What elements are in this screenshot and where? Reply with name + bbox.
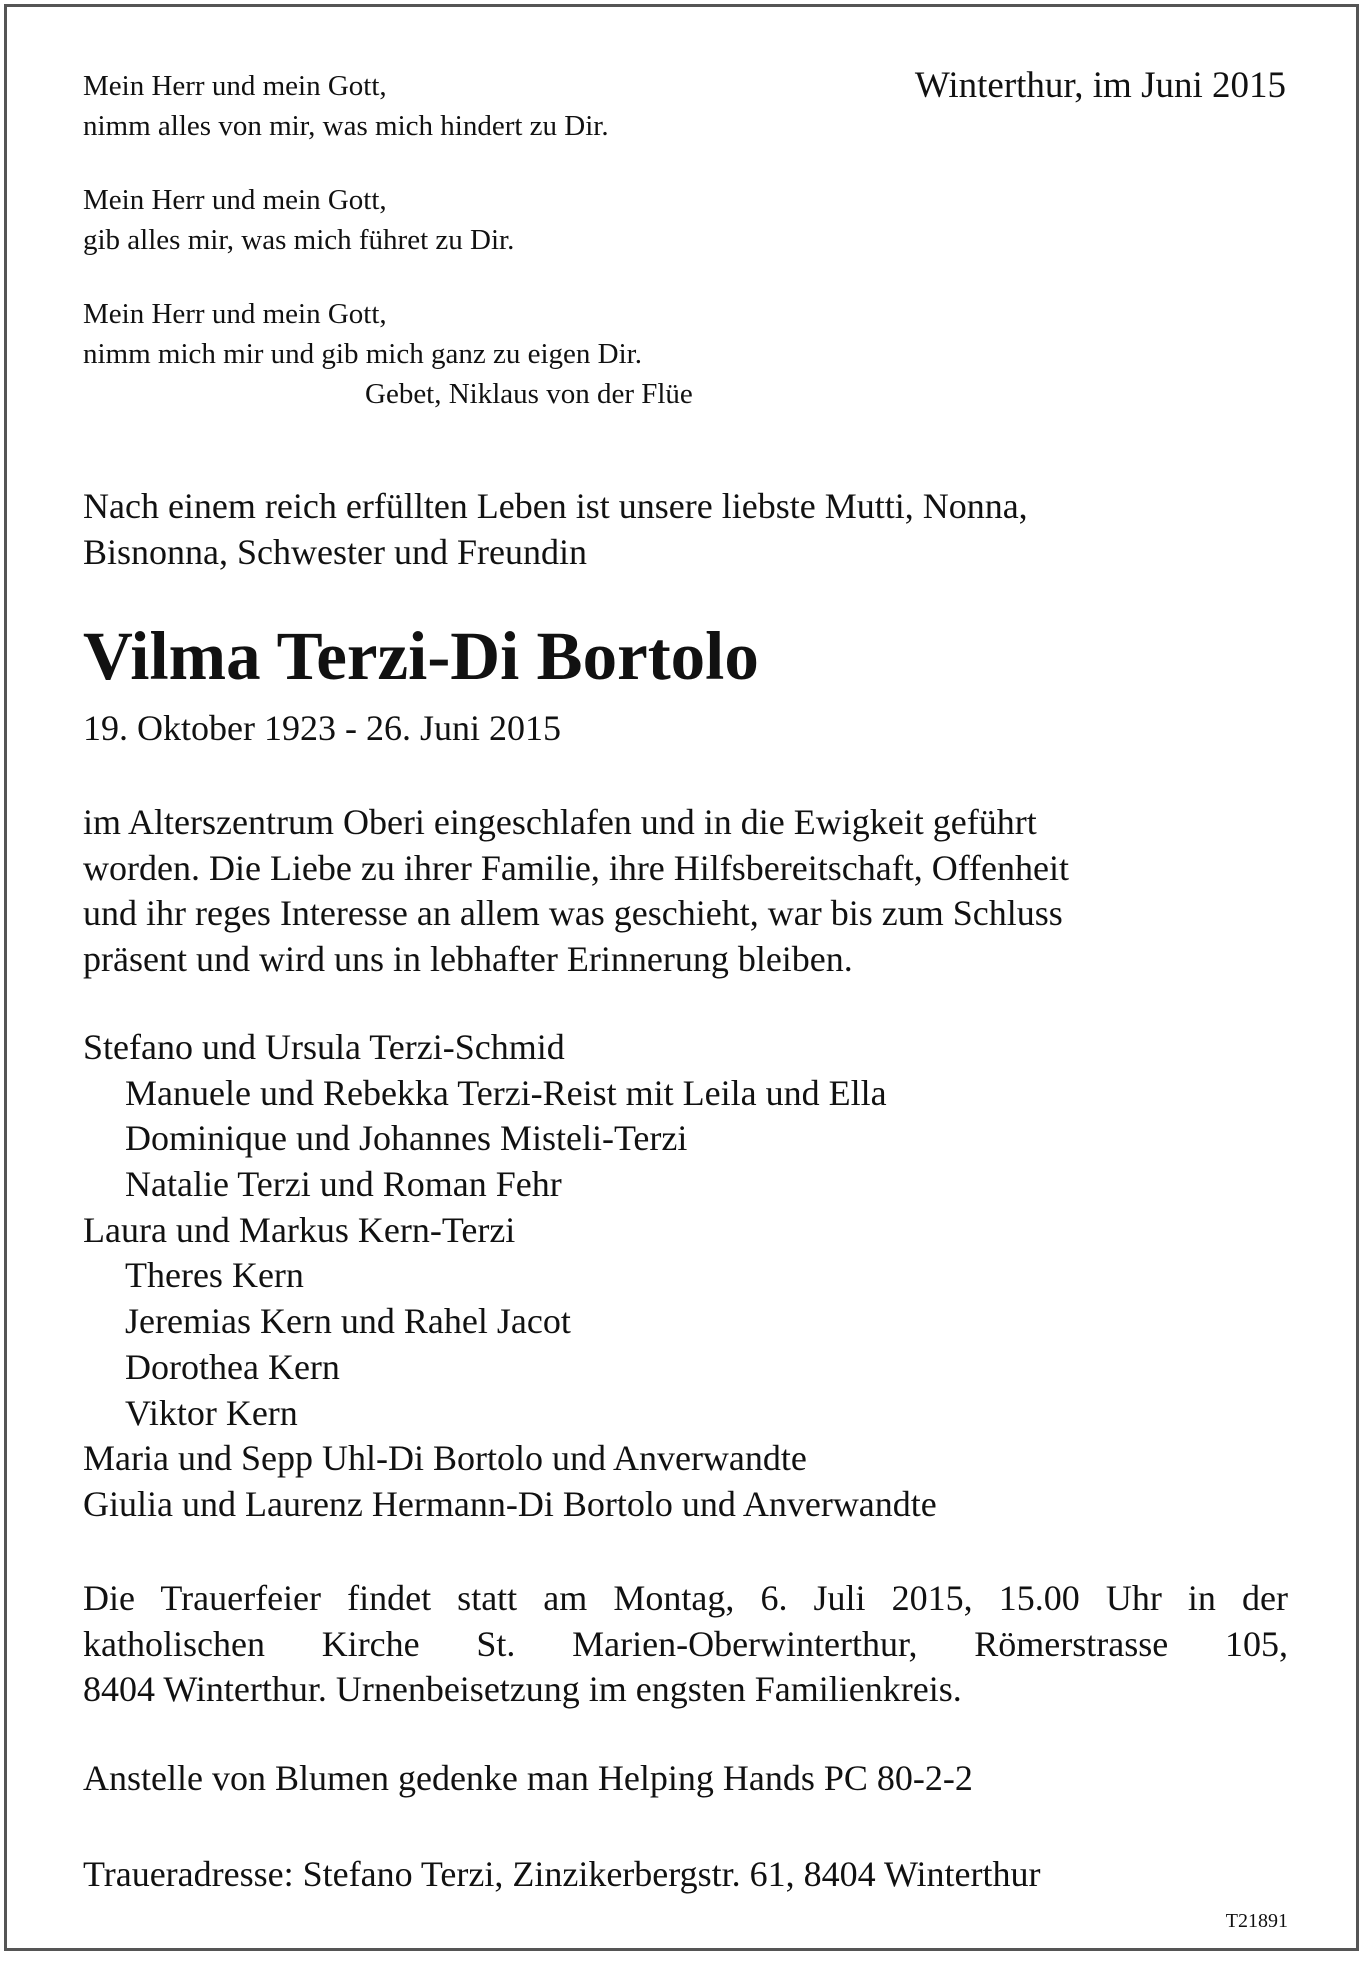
family-list bbox=[83, 1025, 937, 1528]
place-date: Winterthur, im Juni 2015 bbox=[914, 65, 1286, 106]
family-member: Maria und Sepp Uhl-Di Bortolo und Anverwandte bbox=[83, 1438, 807, 1479]
family-member: Manuele und Rebekka Terzi-Reist mit Leila und Ella bbox=[125, 1072, 887, 1113]
family-member: Dominique und Johannes Misteli-Terzi bbox=[125, 1118, 688, 1159]
prayer-poem bbox=[83, 66, 693, 414]
poem-line: nimm alles von mir, was mich hindert zu Dir. bbox=[83, 110, 609, 142]
service-line: 8404 Winterthur. Urnenbeisetzung im engsten Familienkreis. bbox=[83, 1669, 962, 1709]
poem-line: Mein Herr und mein Gott, bbox=[83, 70, 387, 102]
poem-stanza bbox=[83, 180, 693, 260]
service-line: katholischen Kirche St. Marien-Oberwinterthur, Römerstrasse 105, bbox=[83, 1623, 1288, 1664]
poem-stanza bbox=[83, 294, 693, 374]
reference-code: T21891 bbox=[1225, 1910, 1288, 1932]
life-dates: 19. Oktober 1923 - 26. Juni 2015 bbox=[83, 708, 561, 748]
flowers-note: Anstelle von Blumen gedenke man Helping Hands PC 80-2-2 bbox=[83, 1758, 973, 1798]
mourning-address: Traueradresse: Stefano Terzi, Zinzikerbergstr. 61, 8404 Winterthur bbox=[83, 1854, 1041, 1894]
service-details bbox=[83, 1576, 1288, 1713]
deceased-name: Vilma Terzi-Di Bortolo bbox=[83, 618, 759, 694]
poem-stanza bbox=[83, 66, 693, 146]
body-line: worden. Die Liebe zu ihrer Familie, ihre Hilfsbereitschaft, Offenheit bbox=[83, 847, 1069, 888]
family-member: Laura und Markus Kern-Terzi bbox=[83, 1209, 516, 1250]
body-line: präsent und wird uns in lebhafter Erinnerung bleiben. bbox=[83, 938, 853, 979]
family-member: Viktor Kern bbox=[125, 1392, 298, 1433]
poem-line: Mein Herr und mein Gott, bbox=[83, 184, 387, 216]
intro-text bbox=[83, 483, 1028, 575]
intro-line: Bisnonna, Schwester und Freundin bbox=[83, 532, 587, 572]
family-member: Dorothea Kern bbox=[125, 1346, 340, 1387]
family-member: Natalie Terzi und Roman Fehr bbox=[125, 1164, 562, 1205]
body-text bbox=[83, 800, 1069, 982]
family-member: Stefano und Ursula Terzi-Schmid bbox=[83, 1027, 565, 1067]
service-line: Die Trauerfeier findet statt am Montag, 6. Juli 2015, 15.00 Uhr in der bbox=[83, 1578, 1288, 1618]
family-member: Theres Kern bbox=[125, 1255, 304, 1296]
poem-line: Mein Herr und mein Gott, bbox=[83, 298, 387, 330]
family-member: Giulia und Laurenz Hermann-Di Bortolo und Anverwandte bbox=[83, 1483, 937, 1524]
poem-attribution: Gebet, Niklaus von der Flüe bbox=[365, 378, 693, 410]
poem-line: nimm mich mir und gib mich ganz zu eigen Dir. bbox=[83, 338, 642, 370]
intro-line: Nach einem reich erfüllten Leben ist unsere liebste Mutti, Nonna, bbox=[83, 486, 1028, 526]
poem-line: gib alles mir, was mich führet zu Dir. bbox=[83, 224, 515, 256]
family-member: Jeremias Kern und Rahel Jacot bbox=[125, 1301, 571, 1342]
body-line: und ihr reges Interesse an allem was geschieht, war bis zum Schluss bbox=[83, 893, 1063, 933]
body-line: im Alterszentrum Oberi eingeschlafen und in die Ewigkeit geführt bbox=[83, 802, 1037, 842]
